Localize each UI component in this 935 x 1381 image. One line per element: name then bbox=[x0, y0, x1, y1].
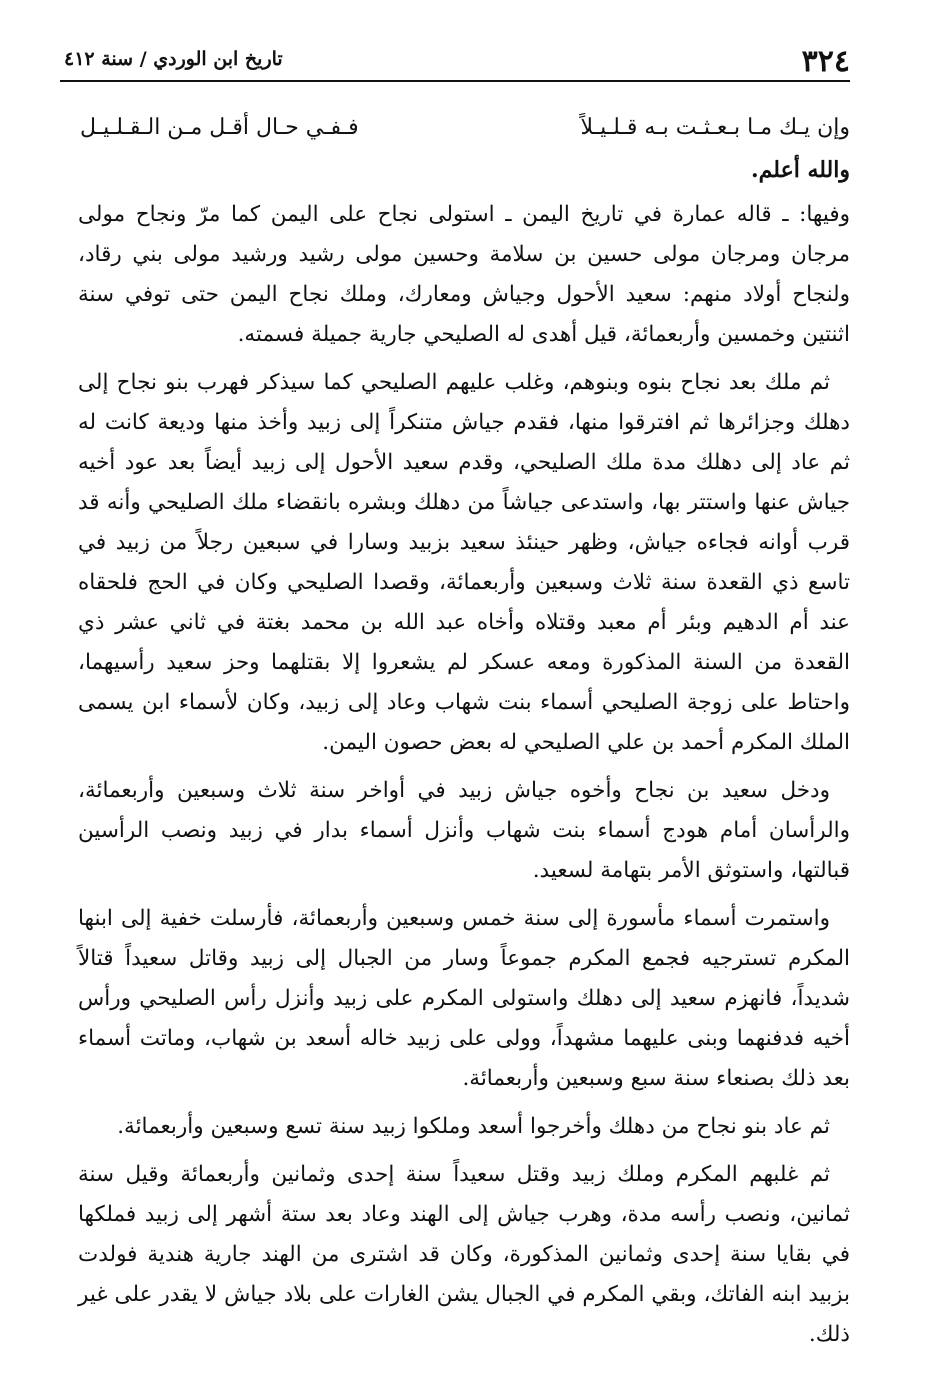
paragraph-3: ودخل سعيد بن نجاح وأخوه جياش زبيد في أواخر سنة ثلاث وسبعين وأربعمائة، والرأسان أمام هودج أسماء بنت شهاب وأنزل أسماء بدار في زبيد ونصب الرأسين قبالتها، واستوثق الأمر بتهامة لسعيد. bbox=[78, 778, 850, 883]
second-hemistich: فـفـي حـال أقـل مـن الـقـلـيـل bbox=[80, 115, 359, 140]
paragraph-5: ثم عاد بنو نجاح من دهلك وأخرجوا أسعد وملكوا زبيد سنة تسع وسبعين وأربعمائة. bbox=[117, 1114, 830, 1139]
body-text bbox=[78, 195, 850, 1363]
paragraph-6: ثم غلبهم المكرم وملك زبيد وقتل سعيداً سنة إحدى وثمانين وأربعمائة وقيل سنة ثمانين، ونصب رأسه مدة، وهرب جياش إلى الهند وعاد بعد ستة أشهر إلى زبيد فملكها في بقايا سنة إحدى وثمانين المذكورة، وكان قد اشترى من الهند جارية هندية فولدت بزبيد ابنه الفاتك، وبقي المكرم في الجبال يشن الغارات على بلاد جياش لا يقدر على غير ذلك. bbox=[78, 1162, 850, 1347]
paragraph-2: ثم ملك بعد نجاح بنوه وبنوهم، وغلب عليهم الصليحي كما سيذكر فهرب بنو نجاح إلى دهلك وجزائرها ثم افترقوا منها، فقدم جياش متنكراً إلى زبيد وأخذ منها وديعة كانت له ثم عاد إلى دهلك مدة ملك الصليحي، وقدم سعيد الأحول إلى زبيد أيضاً بعد عود أخيه جياش عنها واستتر بها، واستدعى جياشاً من دهلك وبشره بانقضاء ملك الصليحي وأنه قد قرب أوانه فجاءه جياش، وظهر حينئذ سعيد بزبيد وسارا في سبعين رجلاً من زبيد في تاسع ذي القعدة سنة ثلاث وسبعين وأربعمائة، وقصدا الصليحي وكان في الحج فلحقاه عند أم الدهيم وبئر أم معبد وقتلاه وأخاه عبد الله بن محمد بغتة في ثاني عشر ذي القعدة من السنة المذكورة ومعه عسكر لم يشعروا إلا بقتلهما وحز سعيد رأسيهما، واحتاط على زوجة الصليحي أسماء بنت شهاب وعاد إلى زبيد، وكان لأسماء ابن يسمى الملك المكرم أحمد بن علي الصليحي له بعض حصون اليمن. bbox=[78, 370, 850, 755]
verse-line bbox=[80, 108, 850, 148]
page-number: ٣٢٤ bbox=[801, 44, 850, 79]
poem-verse bbox=[80, 108, 850, 190]
running-title: تاريخ ابن الوردي / سنة ٤١٢ bbox=[64, 48, 283, 70]
first-hemistich: وإن يـك مـا بـعـثـت بـه قـلـيـلاً bbox=[580, 115, 850, 140]
running-header bbox=[60, 40, 850, 82]
closing-phrase: والله أعلم. bbox=[751, 157, 850, 183]
paragraph-4: واستمرت أسماء مأسورة إلى سنة خمس وسبعين وأربعمائة، فأرسلت خفية إلى ابنها المكرم تسترجيه فجمع المكرم جموعاً وسار من الجبال إلى زبيد وقاتل سعيداً قتالاً شديداً، فانهزم سعيد إلى دهلك واستولى المكرم على زبيد وأنزل رأس الصليحي ورأس أخيه فدفنهما وبنى عليهما مشهداً، وولى على زبيد خاله أسعد بن شهاب، وماتت أسماء بعد ذلك بصنعاء سنة سبع وسبعين وأربعمائة. bbox=[78, 906, 850, 1091]
paragraph-1: وفيها: ـ قاله عمارة في تاريخ اليمن ـ استولى نجاح على اليمن كما مرّ ونجاح مولى مرجان ومرجان مولى حسين بن سلامة وحسين مولى رشيد ورشيد مولى بني رقاد، ولنجاح أولاد منهم: سعيد الأحول وجياش ومعارك، وملك نجاح اليمن حتى توفي سنة اثنتين وخمسين وأربعمائة، قيل أهدى له الصليحي جارية جميلة فسمته. bbox=[78, 202, 850, 347]
